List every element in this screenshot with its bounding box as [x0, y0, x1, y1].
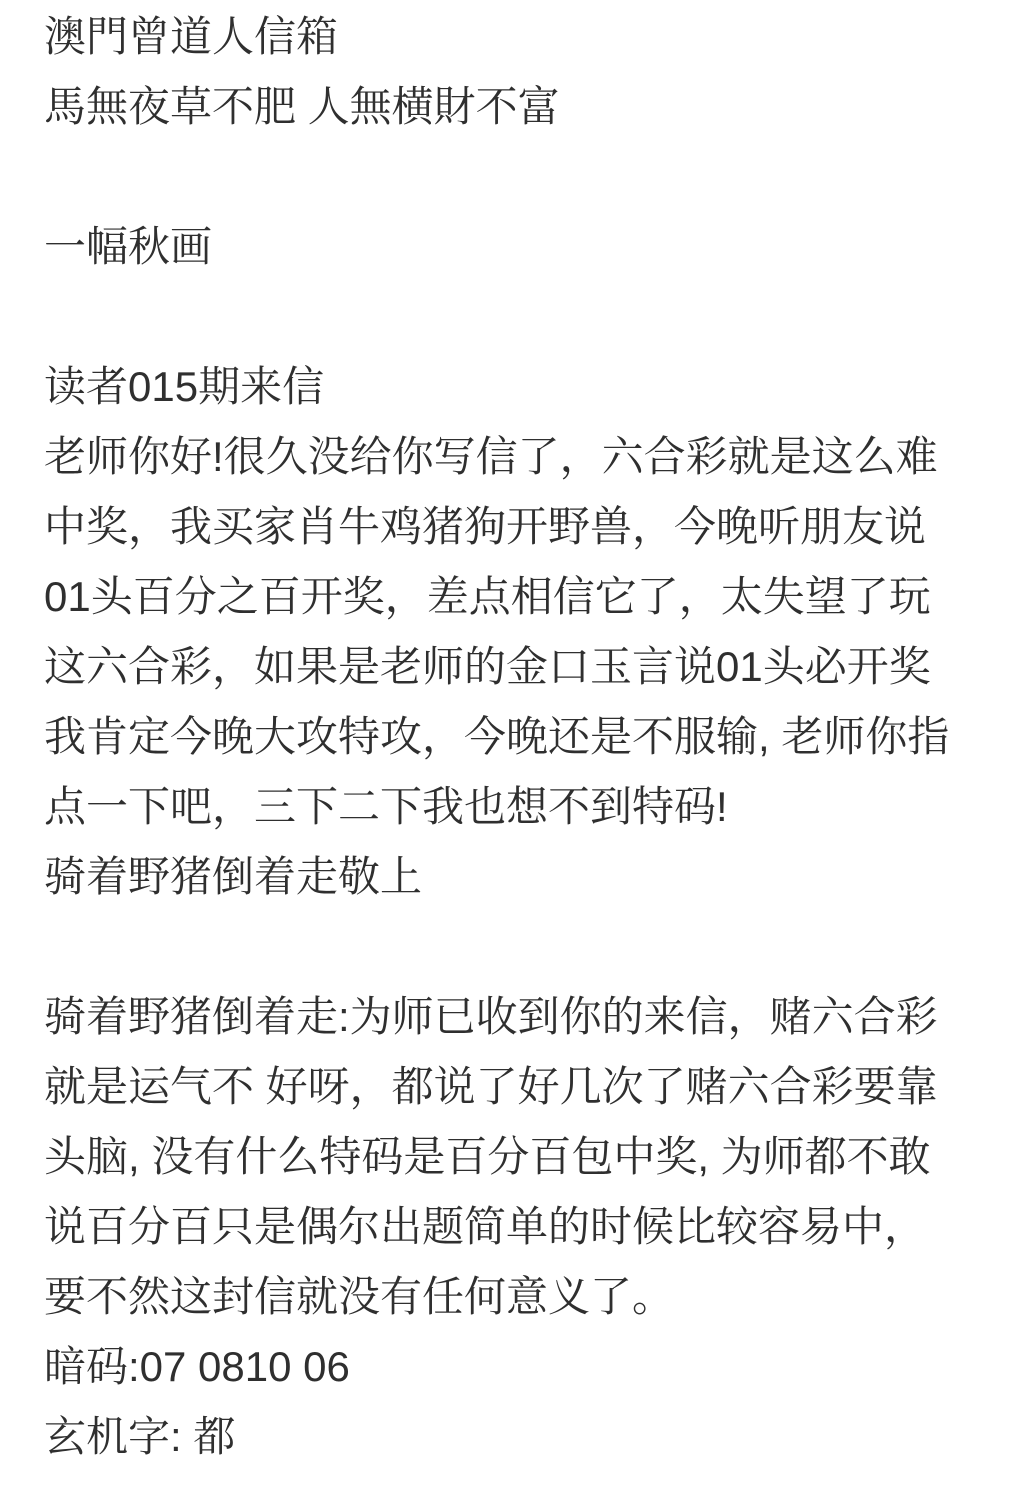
motto-line: 馬無夜草不肥 人無横財不富 — [44, 83, 560, 130]
reply-line: 头脑, 没有什么特码是百分百包中奖, 为师都不敢 — [44, 1133, 931, 1180]
page-title: 澳門曾道人信箱 — [44, 13, 339, 60]
master-reply-section — [44, 982, 997, 1332]
letter-heading: 读者015期来信 — [44, 363, 325, 410]
letter-body-line: 中奖，我买家肖牛鸡猪狗开野兽，今晚听朋友说 — [44, 503, 927, 550]
reply-line: 要不然这封信就没有任何意义了。 — [44, 1273, 675, 1320]
letter-body-line: 这六合彩，如果是老师的金口玉言说01头必开奖 — [44, 643, 931, 690]
reply-line: 说百分百只是偶尔出题简单的时候比较容易中， — [44, 1203, 927, 1250]
document-header — [44, 2, 997, 142]
letter-body-line: 01头百分之百开奖，差点相信它了，太失望了玩 — [44, 573, 931, 620]
artwork-section — [44, 212, 997, 282]
letter-signature: 骑着野猪倒着走敬上 — [44, 853, 423, 900]
secret-code-line: 暗码:07 0810 06 — [44, 1343, 350, 1390]
letter-body-line: 我肯定今晚大攻特攻，今晚还是不服输, 老师你指 — [44, 713, 950, 760]
letter-body-line: 老师你好!很久没给你写信了，六合彩就是这么难 — [44, 433, 938, 480]
reader-letter-section — [44, 352, 997, 912]
reply-line: 就是运气不 好呀，都说了好几次了赌六合彩要靠 — [44, 1063, 938, 1110]
letter-body-line: 点一下吧，三下二下我也想不到特码! — [44, 783, 728, 830]
document-footer — [44, 1332, 997, 1472]
mystery-word-line: 玄机字: 都 — [44, 1413, 236, 1460]
reply-line: 骑着野猪倒着走:为师已收到你的来信，赌六合彩 — [44, 993, 938, 1040]
artwork-caption: 一幅秋画 — [44, 223, 213, 270]
